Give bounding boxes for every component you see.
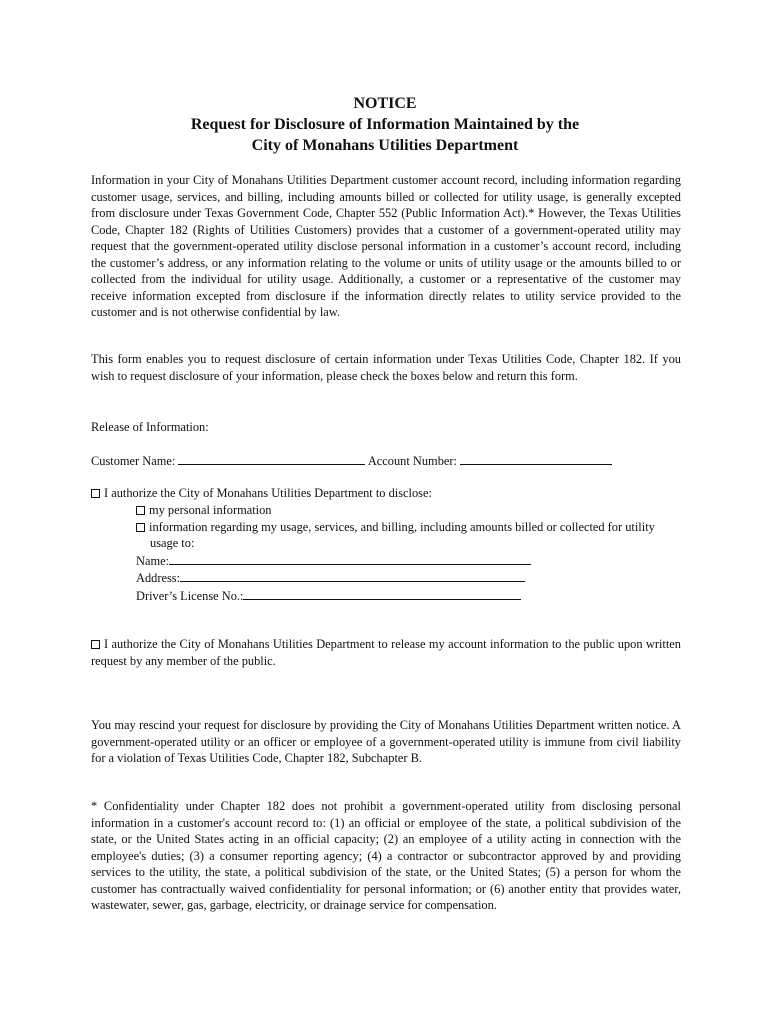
recipient-address-field[interactable]: [180, 569, 525, 582]
recipient-name-row: [136, 552, 681, 570]
authorize-public-checkbox[interactable]: [91, 640, 100, 649]
customer-info-row: [91, 452, 612, 470]
disclosure-options: [136, 502, 681, 604]
option-usage-row: [136, 519, 680, 552]
recipient-license-row: [136, 587, 681, 605]
recipient-name-label: Name:: [136, 553, 170, 568]
recipient-license-field[interactable]: [243, 587, 521, 600]
recipient-address-label: Address:: [136, 571, 181, 585]
customer-name-label: Customer Name:: [91, 454, 176, 468]
option-usage-checkbox[interactable]: [136, 523, 145, 532]
authorize-disclose-label: I authorize the City of Monahans Utilities Department to disclose:: [104, 486, 432, 500]
option-usage-label: information regarding my usage, services, and billing, including amounts billed or collected for utility usage to:: [149, 519, 655, 550]
option-personal-checkbox[interactable]: [136, 506, 145, 515]
notice-heading: NOTICE: [353, 95, 417, 112]
customer-name-field[interactable]: [178, 452, 365, 465]
recipient-address-row: [136, 569, 681, 587]
intro-paragraph: Information in your City of Monahans Utilities Department customer account record, including information regarding customer usage, services, and billing, including amounts billed or collected for utility usage, is generally excepted from disclosure under Texas Government Code, Chapter 552 (Public Information Act).* However, the Texas Utilities Code, Chapter 182 (Rights of Utilities Customers) provides that a customer of a government-operated utility may request that the government-operated utility disclose personal information in a customer’s account record, including the customer’s address, or any information relating to the volume or units of utility usage or the amounts billed to or collected from the individual for utility usage. Additionally, a customer or a representative of the customer may receive information excepted from disclosure if the information directly relates to utility service provided to the customer and is not otherwise confidential by law.: [91, 173, 681, 319]
document-header: [0, 93, 770, 156]
rescind-paragraph: You may rescind your request for disclosure by providing the City of Monahans Utilities Department written notice. A government-operated utility or an officer or employee of a government-operated utility is immune from civil liability for a violation of Texas Utilities Code, Chapter 182, Subchapter B.: [91, 718, 681, 765]
form-paragraph: This form enables you to request disclosure of certain information under Texas Utilities Code, Chapter 182. If you wish to request disclosure of your information, please check the boxes below and return this form.: [91, 352, 681, 383]
footnote: * Confidentiality under Chapter 182 does not prohibit a government-operated utility from disclosing personal information in a customer's account record to: (1) an official or employee of the state, a political subdivision of the state, or the United States acting in an official capacity; (2) an employee of a utility acting in connection with the employee's duties; (3) a consumer reporting agency; (4) a contractor or subcontractor approved by and providing services to the utility, the state, a political subdivision of the state, or the United States; (5) a person for whom the customer has contractually waived confidentiality for personal information; or (6) another entity that provides water, wastewater, sewer, gas, garbage, electricity, or drainage service for compensation.: [91, 799, 681, 912]
authorize-disclose-checkbox[interactable]: [91, 489, 100, 498]
release-heading: Release of Information:: [91, 420, 209, 434]
account-number-label: Account Number:: [367, 454, 457, 468]
title-line-1: Request for Disclosure of Information Maintained by the: [190, 116, 580, 133]
recipient-license-label: Driver’s License No.:: [136, 588, 244, 603]
authorize-disclose-row: [91, 485, 432, 502]
authorize-public-label: I authorize the City of Monahans Utilities Department to release my account information to the public upon written request by any member of the public.: [91, 637, 681, 668]
account-number-field[interactable]: [460, 452, 612, 465]
recipient-name-field[interactable]: [169, 552, 531, 565]
title-line-2: City of Monahans Utilities Department: [251, 137, 519, 154]
authorize-public-row: [91, 636, 681, 669]
option-personal-row: [136, 502, 681, 519]
option-personal-label: my personal information: [149, 503, 272, 517]
